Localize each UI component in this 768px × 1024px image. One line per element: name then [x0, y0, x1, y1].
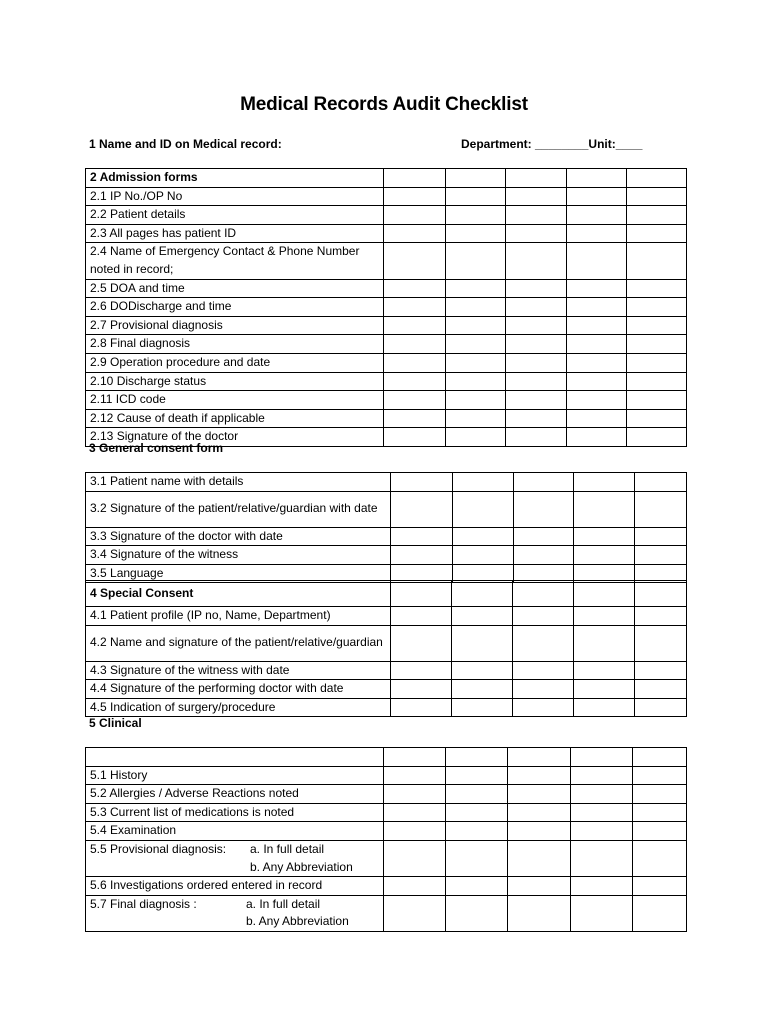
- audit-cell[interactable]: [627, 224, 687, 243]
- table-row: [86, 766, 687, 785]
- table-row: [86, 298, 687, 317]
- checklist-item: 4.5 Indication of surgery/procedure: [86, 698, 391, 717]
- audit-cell[interactable]: [452, 698, 513, 717]
- audit-cell[interactable]: [627, 243, 687, 279]
- audit-cell[interactable]: [574, 581, 635, 607]
- audit-cell[interactable]: [506, 169, 567, 188]
- audit-cell[interactable]: [506, 224, 567, 243]
- audit-cell[interactable]: [384, 243, 446, 279]
- audit-cell[interactable]: [567, 391, 627, 410]
- audit-cell[interactable]: [574, 698, 635, 717]
- audit-cell[interactable]: [571, 748, 633, 767]
- table-row: [86, 785, 687, 804]
- audit-cell[interactable]: [633, 895, 687, 931]
- audit-cell[interactable]: [627, 279, 687, 298]
- audit-cell[interactable]: [384, 391, 446, 410]
- table-row: [86, 822, 687, 841]
- audit-cell[interactable]: [384, 298, 446, 317]
- audit-cell[interactable]: [446, 169, 506, 188]
- audit-cell[interactable]: [571, 877, 633, 896]
- audit-cell[interactable]: [384, 785, 446, 804]
- audit-cell[interactable]: [635, 625, 687, 661]
- audit-cell[interactable]: [633, 785, 687, 804]
- checklist-item: 5.3 Current list of medications is noted: [86, 803, 384, 822]
- audit-cell[interactable]: [506, 353, 567, 372]
- audit-cell[interactable]: [391, 473, 453, 492]
- audit-cell[interactable]: [446, 335, 506, 354]
- audit-cell[interactable]: [574, 680, 635, 699]
- checklist-item: [86, 895, 384, 931]
- audit-cell[interactable]: [571, 840, 633, 876]
- audit-cell[interactable]: [452, 581, 513, 607]
- audit-cell[interactable]: [508, 766, 571, 785]
- audit-cell[interactable]: [384, 169, 446, 188]
- audit-cell[interactable]: [384, 409, 446, 428]
- final-diagnosis-label: 5.7 Final diagnosis :: [90, 896, 197, 911]
- audit-cell[interactable]: [384, 840, 446, 876]
- table-row: [86, 316, 687, 335]
- page-title: Medical Records Audit Checklist: [240, 94, 528, 115]
- section-heading: 5 Clinical: [89, 716, 142, 730]
- audit-cell[interactable]: [574, 607, 635, 626]
- audit-cell[interactable]: [506, 335, 567, 354]
- audit-cell[interactable]: [384, 877, 446, 896]
- audit-cell[interactable]: [446, 243, 506, 279]
- audit-cell[interactable]: [506, 243, 567, 279]
- checklist-item: 2.3 All pages has patient ID: [86, 224, 384, 243]
- checklist-item: 2.11 ICD code: [86, 391, 384, 410]
- audit-cell[interactable]: [567, 187, 627, 206]
- final-option-a: a. In full detail: [246, 896, 321, 911]
- checklist-item: 5.6 Investigations ordered entered in record: [86, 877, 384, 896]
- audit-cell[interactable]: [627, 391, 687, 410]
- audit-cell[interactable]: [506, 298, 567, 317]
- audit-cell[interactable]: [452, 661, 513, 680]
- audit-cell[interactable]: [384, 803, 446, 822]
- audit-cell[interactable]: [508, 785, 571, 804]
- checklist-item: 2.2 Patient details: [86, 206, 384, 225]
- department-unit-label: Department: ________Unit:____: [461, 137, 643, 151]
- audit-cell[interactable]: [514, 527, 574, 546]
- table-row: [86, 335, 687, 354]
- audit-cell[interactable]: [384, 279, 446, 298]
- audit-cell[interactable]: [514, 491, 574, 527]
- audit-cell[interactable]: [513, 581, 574, 607]
- audit-cell[interactable]: [567, 298, 627, 317]
- audit-cell[interactable]: [446, 353, 506, 372]
- audit-cell[interactable]: [508, 748, 571, 767]
- audit-cell[interactable]: [627, 316, 687, 335]
- audit-cell[interactable]: [446, 748, 508, 767]
- table-row: [86, 224, 687, 243]
- audit-cell[interactable]: [635, 527, 687, 546]
- audit-cell[interactable]: [384, 353, 446, 372]
- audit-cell[interactable]: [571, 822, 633, 841]
- audit-cell[interactable]: [567, 243, 627, 279]
- audit-cell[interactable]: [453, 491, 514, 527]
- audit-cell[interactable]: [627, 206, 687, 225]
- table-row: [86, 169, 687, 188]
- audit-cell[interactable]: [567, 206, 627, 225]
- table-row: [86, 803, 687, 822]
- checklist-item: 2.4 Name of Emergency Contact & Phone Number noted in record;: [86, 243, 384, 279]
- audit-cell[interactable]: [633, 803, 687, 822]
- checklist-item: 2.9 Operation procedure and date: [86, 353, 384, 372]
- audit-cell[interactable]: [506, 279, 567, 298]
- audit-cell[interactable]: [633, 840, 687, 876]
- audit-cell[interactable]: [446, 766, 508, 785]
- audit-cell[interactable]: [633, 877, 687, 896]
- table-row: [86, 661, 687, 680]
- audit-cell[interactable]: [446, 822, 508, 841]
- checklist-item: 3.2 Signature of the patient/relative/guardian with date: [86, 491, 391, 527]
- audit-cell[interactable]: [452, 625, 513, 661]
- audit-cell[interactable]: [446, 187, 506, 206]
- table-row: [86, 353, 687, 372]
- audit-cell[interactable]: [506, 316, 567, 335]
- audit-cell[interactable]: [633, 822, 687, 841]
- checklist-item: 3.3 Signature of the doctor with date: [86, 527, 391, 546]
- audit-cell[interactable]: [506, 187, 567, 206]
- audit-cell[interactable]: [391, 546, 453, 565]
- admission-forms-table: [85, 168, 687, 447]
- audit-cell[interactable]: [571, 803, 633, 822]
- audit-cell[interactable]: [635, 581, 687, 607]
- audit-cell[interactable]: [446, 803, 508, 822]
- checklist-item: 4.4 Signature of the performing doctor with date: [86, 680, 391, 699]
- checklist-item: 2.1 IP No./OP No: [86, 187, 384, 206]
- audit-cell[interactable]: [567, 169, 627, 188]
- audit-cell[interactable]: [635, 491, 687, 527]
- audit-cell[interactable]: [508, 803, 571, 822]
- table-row: [86, 877, 687, 896]
- audit-cell[interactable]: [508, 840, 571, 876]
- audit-cell[interactable]: [391, 680, 452, 699]
- checklist-item: 3.1 Patient name with details: [86, 473, 391, 492]
- audit-cell[interactable]: [635, 546, 687, 565]
- audit-cell[interactable]: [571, 766, 633, 785]
- checklist-item: 2.8 Final diagnosis: [86, 335, 384, 354]
- audit-cell[interactable]: [384, 822, 446, 841]
- provisional-option-b: b. Any Abbreviation: [250, 859, 353, 874]
- table-row: [86, 698, 687, 717]
- audit-cell[interactable]: [384, 187, 446, 206]
- checklist-item: 2.6 DODischarge and time: [86, 298, 384, 317]
- checklist-item: 4.3 Signature of the witness with date: [86, 661, 391, 680]
- audit-cell[interactable]: [513, 607, 574, 626]
- audit-cell[interactable]: [574, 473, 635, 492]
- checklist-item: 2.12 Cause of death if applicable: [86, 409, 384, 428]
- audit-cell[interactable]: [567, 353, 627, 372]
- table-row: [86, 625, 687, 661]
- audit-cell[interactable]: [627, 428, 687, 447]
- checklist-item: 5.2 Allergies / Adverse Reactions noted: [86, 785, 384, 804]
- audit-cell[interactable]: [384, 428, 446, 447]
- table-row: [86, 607, 687, 626]
- audit-cell[interactable]: [384, 895, 446, 931]
- audit-cell[interactable]: [384, 766, 446, 785]
- checklist-item: 2.13 Signature of the doctor: [86, 428, 384, 447]
- section-heading: 2 Admission forms: [86, 169, 384, 188]
- audit-cell[interactable]: [446, 372, 506, 391]
- section-heading: 3 General consent form: [89, 441, 224, 455]
- audit-cell[interactable]: [446, 298, 506, 317]
- table-row: [86, 546, 687, 565]
- checklist-item: 4.2 Name and signature of the patient/relative/guardian: [86, 625, 391, 661]
- audit-cell[interactable]: [453, 527, 514, 546]
- checklist-item: 4.1 Patient profile (IP no, Name, Department): [86, 607, 391, 626]
- audit-cell[interactable]: [446, 895, 508, 931]
- audit-cell[interactable]: [627, 409, 687, 428]
- audit-cell[interactable]: [391, 527, 453, 546]
- audit-cell[interactable]: [446, 206, 506, 225]
- table-row: [86, 527, 687, 546]
- audit-cell[interactable]: [446, 877, 508, 896]
- audit-cell[interactable]: [384, 206, 446, 225]
- audit-cell[interactable]: [567, 372, 627, 391]
- audit-cell[interactable]: [571, 785, 633, 804]
- audit-cell[interactable]: [391, 661, 452, 680]
- name-id-label: 1 Name and ID on Medical record:: [89, 137, 282, 151]
- audit-cell[interactable]: [391, 581, 452, 607]
- audit-cell[interactable]: [384, 372, 446, 391]
- audit-cell[interactable]: [567, 409, 627, 428]
- section-heading: 4 Special Consent: [86, 581, 391, 607]
- checklist-item: 3.5 Language: [86, 564, 391, 583]
- audit-cell[interactable]: [627, 187, 687, 206]
- audit-cell[interactable]: [635, 473, 687, 492]
- audit-cell[interactable]: [446, 279, 506, 298]
- audit-cell[interactable]: [635, 680, 687, 699]
- audit-cell[interactable]: [508, 895, 571, 931]
- audit-cell[interactable]: [391, 625, 452, 661]
- special-consent-table: [85, 580, 687, 717]
- provisional-option-a: a. In full detail: [250, 841, 325, 856]
- audit-cell[interactable]: [446, 409, 506, 428]
- audit-cell[interactable]: [574, 527, 635, 546]
- audit-cell[interactable]: [633, 766, 687, 785]
- clinical-table: [85, 747, 687, 932]
- table-row: [86, 748, 687, 767]
- audit-cell[interactable]: [446, 391, 506, 410]
- audit-cell[interactable]: [391, 491, 453, 527]
- general-consent-table: [85, 472, 687, 583]
- checklist-item: 2.10 Discharge status: [86, 372, 384, 391]
- final-option-b: b. Any Abbreviation: [246, 914, 349, 929]
- table-row: [86, 680, 687, 699]
- audit-cell[interactable]: [574, 491, 635, 527]
- audit-cell[interactable]: [384, 316, 446, 335]
- audit-cell[interactable]: [567, 428, 627, 447]
- audit-cell[interactable]: [574, 546, 635, 565]
- audit-cell[interactable]: [627, 372, 687, 391]
- table-row: [86, 206, 687, 225]
- audit-cell[interactable]: [506, 391, 567, 410]
- checklist-item: 2.5 DOA and time: [86, 279, 384, 298]
- audit-cell[interactable]: [567, 279, 627, 298]
- audit-cell[interactable]: [506, 206, 567, 225]
- audit-cell[interactable]: [446, 224, 506, 243]
- audit-cell[interactable]: [574, 661, 635, 680]
- audit-cell[interactable]: [635, 661, 687, 680]
- audit-cell[interactable]: [627, 298, 687, 317]
- audit-cell[interactable]: [506, 372, 567, 391]
- audit-cell[interactable]: [627, 353, 687, 372]
- blank-cell[interactable]: [86, 748, 384, 767]
- provisional-diagnosis-label: 5.5 Provisional diagnosis:: [90, 841, 227, 856]
- table-row: [86, 473, 687, 492]
- audit-cell[interactable]: [384, 748, 446, 767]
- audit-cell[interactable]: [571, 895, 633, 931]
- audit-cell[interactable]: [453, 473, 514, 492]
- table-row: [86, 187, 687, 206]
- table-row: [86, 279, 687, 298]
- audit-cell[interactable]: [567, 224, 627, 243]
- audit-cell[interactable]: [384, 224, 446, 243]
- table-row: [86, 895, 687, 931]
- audit-cell[interactable]: [567, 335, 627, 354]
- audit-cell[interactable]: [635, 607, 687, 626]
- audit-cell[interactable]: [514, 546, 574, 565]
- table-row: [86, 491, 687, 527]
- table-row: [86, 409, 687, 428]
- audit-cell[interactable]: [446, 316, 506, 335]
- audit-cell[interactable]: [446, 428, 506, 447]
- audit-cell[interactable]: [513, 680, 574, 699]
- audit-cell[interactable]: [513, 698, 574, 717]
- audit-cell[interactable]: [452, 607, 513, 626]
- audit-cell[interactable]: [391, 698, 452, 717]
- checklist-item: 5.1 History: [86, 766, 384, 785]
- audit-cell[interactable]: [627, 335, 687, 354]
- checklist-item: 3.4 Signature of the witness: [86, 546, 391, 565]
- audit-cell[interactable]: [513, 661, 574, 680]
- audit-cell[interactable]: [635, 698, 687, 717]
- checklist-item: 5.4 Examination: [86, 822, 384, 841]
- audit-cell[interactable]: [513, 625, 574, 661]
- audit-cell[interactable]: [508, 822, 571, 841]
- audit-cell[interactable]: [506, 409, 567, 428]
- table-row: [86, 581, 687, 607]
- audit-cell[interactable]: [627, 169, 687, 188]
- audit-cell[interactable]: [452, 680, 513, 699]
- checklist-item: [86, 840, 384, 876]
- table-row: [86, 840, 687, 876]
- audit-cell[interactable]: [446, 840, 508, 876]
- table-row: [86, 391, 687, 410]
- audit-cell[interactable]: [514, 473, 574, 492]
- audit-cell[interactable]: [574, 625, 635, 661]
- audit-cell[interactable]: [453, 546, 514, 565]
- checklist-item: 2.7 Provisional diagnosis: [86, 316, 384, 335]
- audit-cell[interactable]: [446, 785, 508, 804]
- audit-cell[interactable]: [633, 748, 687, 767]
- audit-cell[interactable]: [391, 607, 452, 626]
- audit-cell[interactable]: [384, 335, 446, 354]
- audit-cell[interactable]: [506, 428, 567, 447]
- table-row: [86, 243, 687, 279]
- audit-cell[interactable]: [567, 316, 627, 335]
- audit-cell[interactable]: [508, 877, 571, 896]
- table-row: [86, 372, 687, 391]
